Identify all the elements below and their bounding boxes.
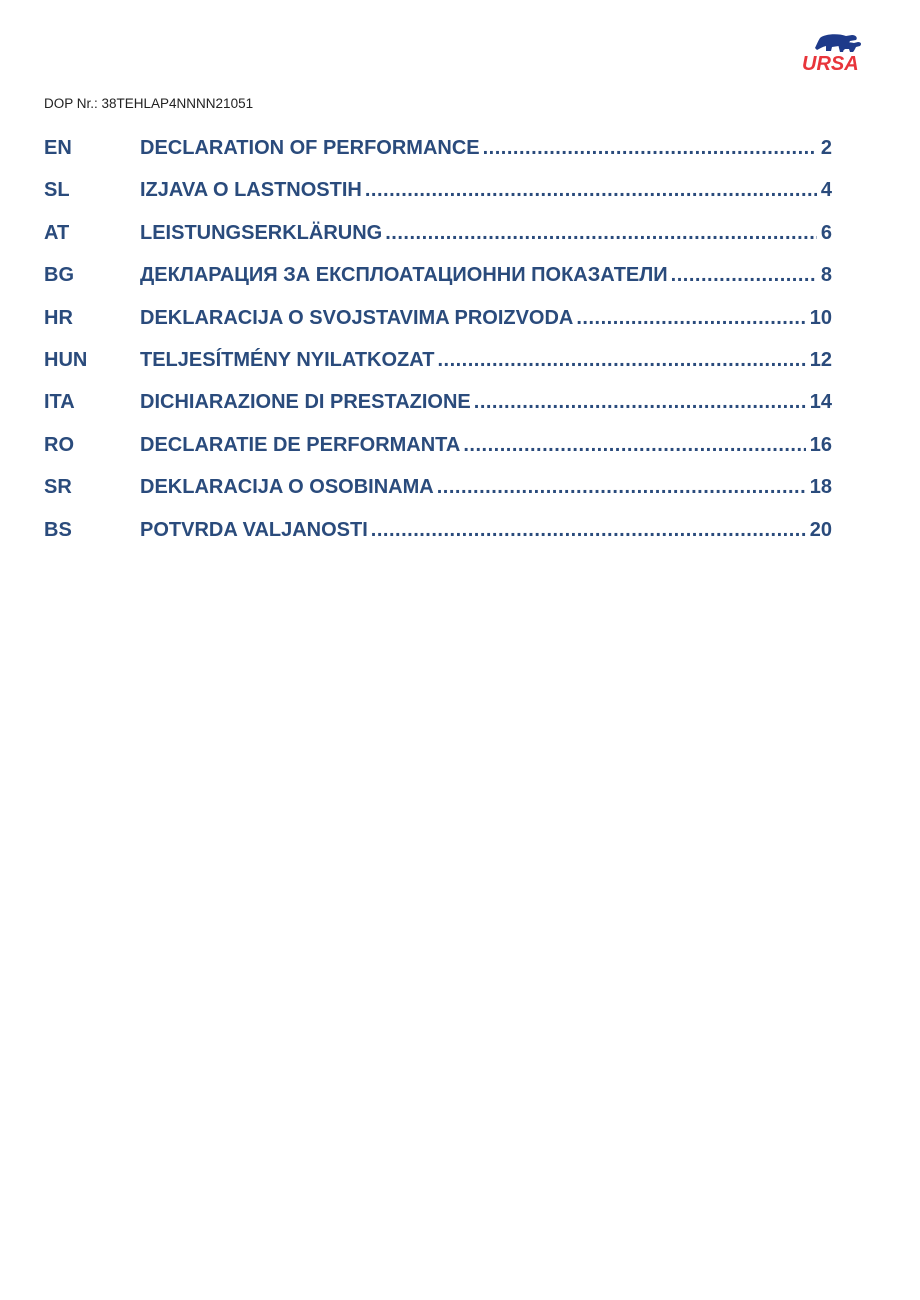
page-number: 12	[809, 348, 832, 371]
page-number: 8	[820, 264, 832, 287]
svg-text:URSA: URSA	[802, 53, 859, 74]
page-number: 6	[820, 221, 832, 244]
polar-bear-icon	[798, 30, 874, 74]
dot-leader	[463, 434, 805, 457]
language-code: ITA	[44, 391, 75, 414]
entry-title: DECLARATION OF PERFORMANCE	[140, 137, 480, 159]
page-number: 4	[820, 179, 832, 202]
page-number: 18	[809, 476, 832, 499]
page-number: 2	[820, 137, 832, 159]
entry-title: ДЕКЛАРАЦИЯ ЗА ЕКСПЛОАТАЦИОННИ ПОКАЗАТЕЛИ	[140, 264, 668, 287]
language-code: SL	[44, 179, 70, 202]
entry-title: POTVRDA VALJANOSTI	[140, 518, 368, 541]
dot-leader	[671, 264, 817, 287]
language-code: SR	[44, 476, 72, 499]
language-code: HR	[44, 306, 73, 329]
dot-leader	[371, 519, 806, 542]
toc-entry-ro[interactable]	[44, 434, 832, 476]
toc-entry-sl[interactable]	[44, 179, 832, 221]
ursa-logo	[798, 30, 874, 74]
entry-title: DICHIARAZIONE DI PRESTAZIONE	[140, 391, 471, 414]
toc-entry-ita[interactable]	[44, 391, 832, 433]
dot-leader	[576, 307, 805, 330]
entry-title: DECLARATIE DE PERFORMANTA	[140, 433, 461, 456]
entry-title: DEKLARACIJA O SVOJSTAVIMA PROIZVODA	[140, 306, 574, 329]
language-code: BG	[44, 264, 74, 287]
language-code: RO	[44, 433, 74, 456]
dot-leader	[437, 349, 805, 372]
toc-entry-sr[interactable]	[44, 476, 832, 518]
toc-entry-en[interactable]	[44, 137, 832, 179]
dot-leader	[437, 476, 806, 499]
page-number: 10	[809, 306, 832, 329]
toc-entry-bs[interactable]	[44, 519, 832, 561]
toc-entry-bg[interactable]	[44, 264, 832, 306]
page-number: 14	[809, 391, 832, 414]
language-code: AT	[44, 221, 70, 244]
dot-leader	[385, 222, 817, 245]
dot-leader	[474, 391, 806, 414]
toc-entry-hr[interactable]	[44, 307, 832, 349]
page-number: 20	[809, 518, 832, 541]
page-number: 16	[809, 433, 832, 456]
dop-number: DOP Nr.: 38TEHLAP4NNNN21051	[44, 96, 254, 111]
table-of-contents	[44, 137, 832, 561]
entry-title: TELJESÍTMÉNY NYILATKOZAT	[140, 348, 435, 371]
dot-leader	[483, 137, 817, 160]
language-code: HUN	[44, 348, 88, 371]
entry-title: LEISTUNGSERKLÄRUNG	[140, 221, 383, 244]
dot-leader	[365, 179, 817, 202]
toc-entry-at[interactable]	[44, 222, 832, 264]
language-code: EN	[44, 137, 72, 159]
entry-title: IZJAVA O LASTNOSTIH	[140, 179, 362, 202]
entry-title: DEKLARACIJA O OSOBINAMA	[140, 476, 434, 499]
language-code: BS	[44, 518, 72, 541]
toc-entry-hun[interactable]	[44, 349, 832, 391]
